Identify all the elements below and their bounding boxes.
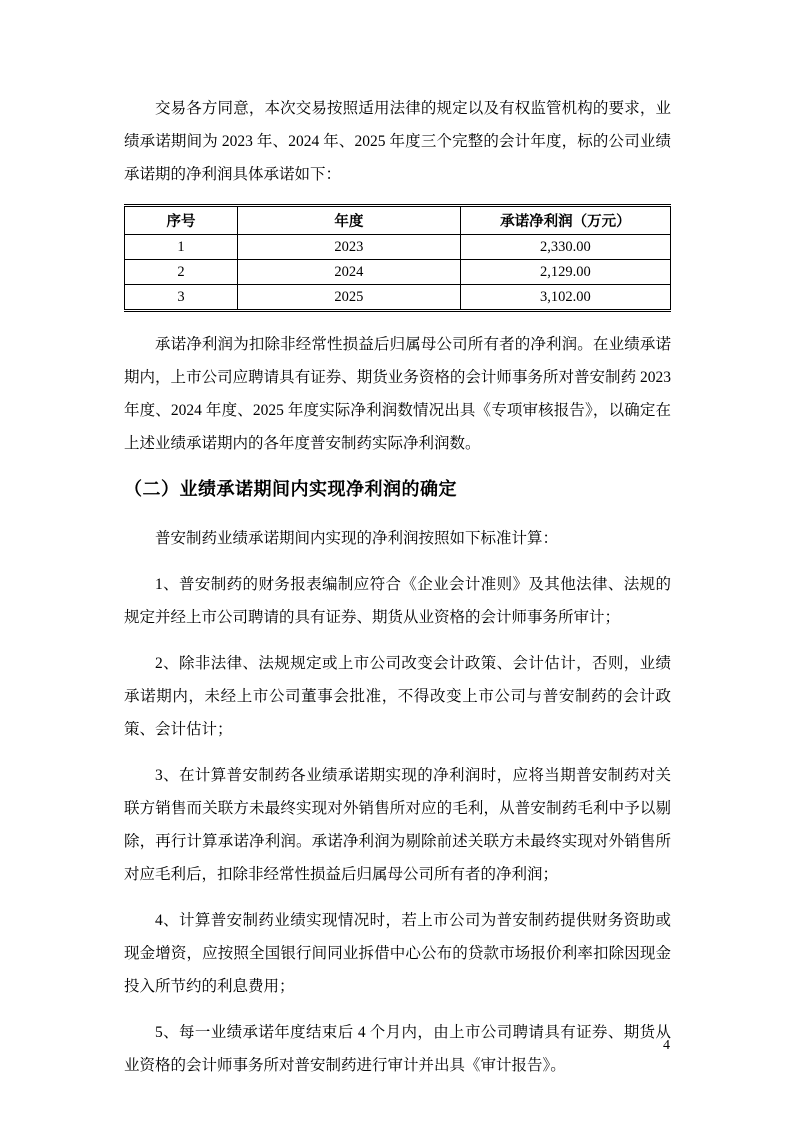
cell-seq: 3	[125, 285, 238, 311]
document-content	[124, 92, 671, 1095]
cell-seq: 1	[125, 235, 238, 260]
table-row	[125, 285, 671, 311]
col-header-profit: 承诺净利润（万元）	[460, 206, 670, 235]
col-header-seq: 序号	[125, 206, 238, 235]
list-item-5: 5、每一业绩承诺年度结束后 4 个月内，由上市公司聘请具有证券、期货从业资格的会计师事务所对普安制药进行审计并出具《审计报告》。	[124, 1024, 671, 1074]
after-table-paragraph: 承诺净利润为扣除非经常性损益后归属母公司所有者的净利润。在业绩承诺期内，上市公司应聘请具有证券、期货业务资格的会计师事务所对普安制药 2023 年度、2024 年度、2025 年度实际净利润数情况出具《专项审核报告》，以确定在上述业绩承诺期内的各年度普安制药实际净利润数。	[124, 336, 671, 452]
cell-year: 2025	[238, 285, 461, 311]
cell-profit: 3,102.00	[460, 285, 670, 311]
table-row	[125, 260, 671, 285]
cell-profit: 2,330.00	[460, 235, 670, 260]
profit-commitment-table	[124, 204, 671, 312]
list-item-1: 1、普安制药的财务报表编制应符合《企业会计准则》及其他法律、法规的规定并经上市公司聘请的具有证券、期货从业资格的会计师事务所审计；	[124, 576, 671, 626]
calc-intro-paragraph: 普安制药业绩承诺期间内实现的净利润按照如下标准计算：	[155, 530, 559, 547]
cell-year: 2024	[238, 260, 461, 285]
intro-paragraph: 交易各方同意，本次交易按照适用法律的规定以及有权监管机构的要求，业绩承诺期间为 2023 年、2024 年、2025 年度三个完整的会计年度，标的公司业绩承诺期的净利润具体承诺如下：	[124, 100, 671, 183]
table-row	[125, 235, 671, 260]
list-item-3: 3、在计算普安制药各业绩承诺期实现的净利润时，应将当期普安制药对关联方销售而关联方未最终实现对外销售所对应的毛利，从普安制药毛利中予以剔除，再行计算承诺净利润。承诺净利润为剔除前述关联方未最终实现对外销售所对应毛利后，扣除非经常性损益后归属母公司所有者的净利润；	[124, 767, 671, 883]
list-item-4: 4、计算普安制药业绩实现情况时，若上市公司为普安制药提供财务资助或现金增资，应按照全国银行间同业拆借中心公布的贷款市场报价利率扣除因现金投入所节约的利息费用；	[124, 912, 671, 995]
table-header-row	[125, 206, 671, 235]
cell-profit: 2,129.00	[460, 260, 670, 285]
list-item-2: 2、除非法律、法规规定或上市公司改变会计政策、会计估计，否则，业绩承诺期内，未经上市公司董事会批准，不得改变上市公司与普安制药的会计政策、会计估计；	[124, 655, 671, 738]
page-number: 4	[663, 1038, 670, 1053]
cell-seq: 2	[125, 260, 238, 285]
cell-year: 2023	[238, 235, 461, 260]
section-heading: （二）业绩承诺期间内实现净利润的确定	[124, 479, 457, 499]
col-header-year: 年度	[238, 206, 461, 235]
